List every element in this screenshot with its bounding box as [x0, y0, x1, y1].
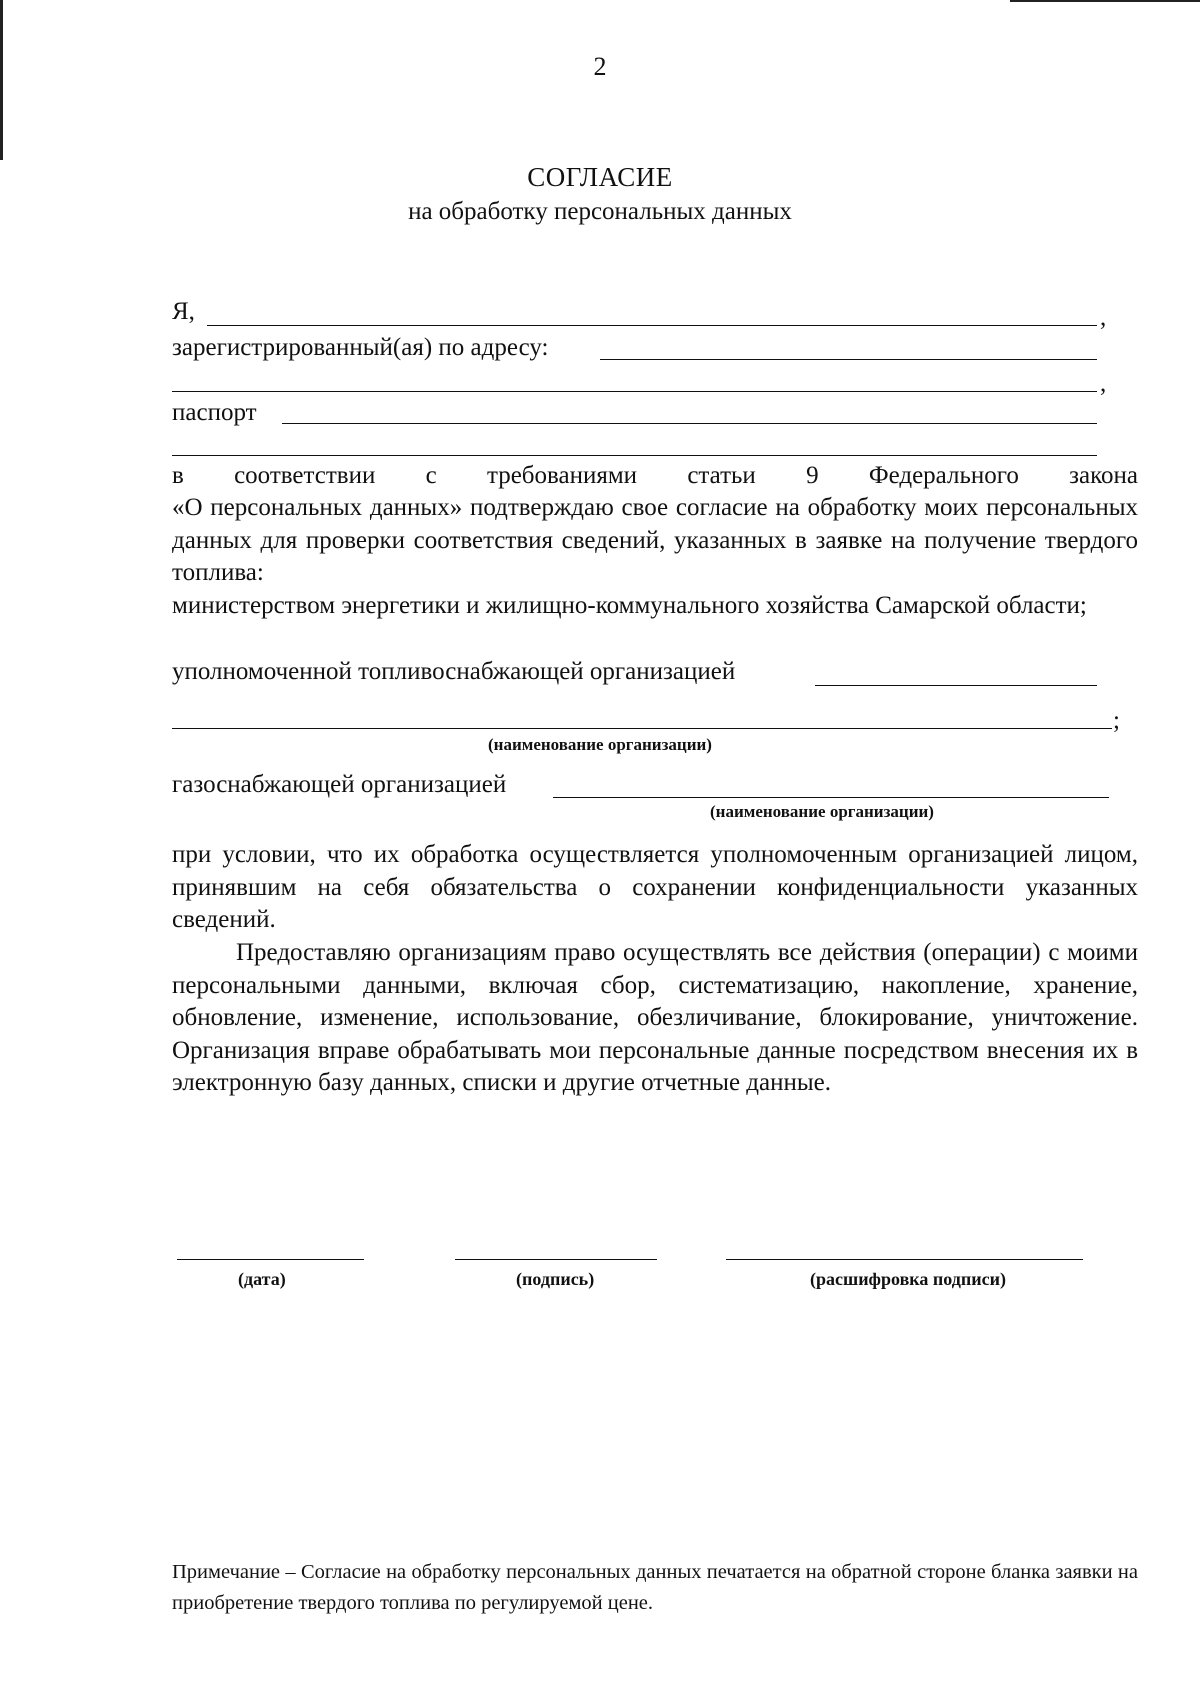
ministry-paragraph: министерством энергетики и жилищно-коммунального хозяйства Самарской области; — [172, 592, 1087, 619]
name-label: Я, — [172, 298, 195, 325]
consent-paragraph: «О персональных данных» подтверждаю свое согласие на обработку моих персональных данных для проверки соответствия сведений, указанных в заявке на получение твердого топлива: — [172, 494, 1138, 586]
gas-org-field-line[interactable] — [553, 797, 1109, 798]
consent-word: статьи — [687, 462, 756, 489]
consent-word: в — [172, 462, 184, 489]
passport-field-line-2[interactable] — [172, 455, 1097, 456]
name-field-comma: , — [1100, 304, 1107, 331]
document-subtitle: на обработку персональных данных — [408, 198, 792, 225]
address-label: зарегистрированный(ая) по адресу: — [172, 334, 549, 361]
signature-decode-field-line[interactable] — [726, 1259, 1083, 1260]
passport-label: паспорт — [172, 399, 257, 426]
signature-caption: (подпись) — [516, 1269, 595, 1289]
document-title: СОГЛАСИЕ — [527, 162, 673, 192]
address-field-comma: , — [1100, 370, 1107, 397]
gas-org-caption: (наименование организации) — [710, 802, 934, 821]
signature-decode-caption: (расшифровка подписи) — [810, 1269, 1006, 1289]
grant-paragraph: Предоставляю организациям право осуществлять все действия (операции) с моими персональными данными, включая сбор, систематизацию, накопление, хранение, обновление, изменение, использование, обезличивание, блокирование, уничтожение. Организация вправе обрабатывать мои персональные данные посредством внесения их в электронную базу данных, списки и другие отчетные данные. — [172, 939, 1138, 1096]
consent-word: соответствии — [234, 462, 376, 489]
name-field-line[interactable] — [207, 325, 1097, 326]
fuel-org-field-line[interactable] — [815, 685, 1097, 686]
gas-org-label: газоснабжающей организацией — [172, 771, 507, 798]
address-field-line[interactable] — [600, 359, 1097, 360]
fuel-org-semicolon: ; — [1113, 707, 1120, 734]
org-name-caption: (наименование организации) — [488, 735, 712, 754]
consent-word: с — [425, 462, 437, 489]
consent-first-line — [172, 460, 1138, 493]
date-field-line[interactable] — [177, 1259, 364, 1260]
condition-paragraph: при условии, что их обработка осуществляется уполномоченным организацией лицом, принявшим на себя обязательства о сохранении конфиденциальности указанных сведений. — [172, 841, 1138, 933]
consent-word: Федерального — [868, 462, 1019, 489]
consent-word: требованиями — [486, 462, 638, 489]
consent-word: закона — [1069, 462, 1138, 489]
page-number: 2 — [593, 52, 607, 81]
address-field-line-2[interactable] — [172, 391, 1097, 392]
scan-edge-mark — [1010, 0, 1200, 2]
footnote: Примечание – Согласие на обработку персональных данных печатается на обратной стороне бланка заявки на приобретение твердого топлива по регулируемой цене. — [172, 1561, 1138, 1614]
fuel-org-field-line-2[interactable] — [172, 728, 1112, 729]
date-caption: (дата) — [238, 1269, 286, 1289]
passport-field-line[interactable] — [282, 423, 1097, 424]
signature-field-line[interactable] — [455, 1259, 657, 1260]
fuel-org-label: уполномоченной топливоснабжающей организацией — [172, 658, 736, 685]
consent-word: 9 — [806, 462, 819, 489]
